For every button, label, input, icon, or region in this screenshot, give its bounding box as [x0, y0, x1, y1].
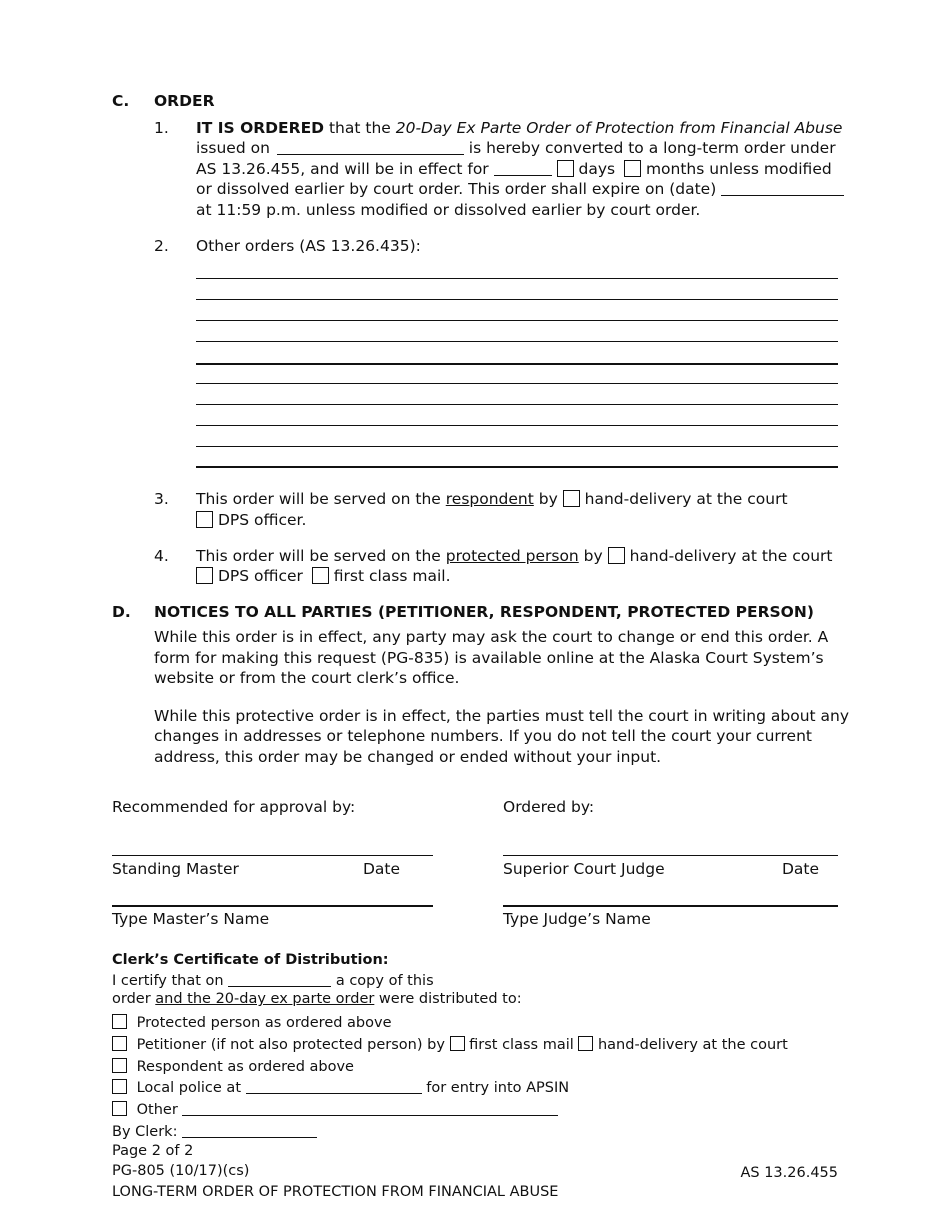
clerk-police-checkbox[interactable]	[112, 1079, 127, 1094]
section-d-letter: D.	[112, 603, 131, 621]
item3-text-b: by	[533, 490, 558, 508]
other-orders-line[interactable]	[196, 299, 838, 300]
other-orders-line[interactable]	[196, 446, 838, 447]
item1-line1	[196, 118, 842, 139]
notice-para1-line3: website or from the court clerk’s office.	[154, 669, 460, 687]
item3-line2	[196, 510, 306, 531]
item4-line2	[196, 566, 451, 587]
clerk-petitioner-hand-checkbox[interactable]	[578, 1036, 593, 1051]
judge-date-label: Date	[782, 860, 820, 878]
certify-b: a copy of this	[335, 973, 434, 989]
clerk-petitioner-checkbox[interactable]	[112, 1036, 127, 1051]
form-number: PG-805 (10/17)(cs)	[112, 1163, 250, 1179]
clerk-petitioner-label: Petitioner (if not also protected person) by	[136, 1037, 445, 1053]
judge-signature-line[interactable]	[503, 855, 838, 856]
clerk-petitioner-mail-checkbox[interactable]	[450, 1036, 465, 1051]
notice-para1-line1: While this order is in effect, any party may ask the court to change or end this order. A	[154, 628, 829, 646]
item3-number: 3.	[154, 490, 169, 508]
respondent-dps-checkbox[interactable]	[196, 511, 213, 528]
notice-para2-line2: changes in addresses or telephone numbers. If you do not tell the court your current	[154, 727, 812, 745]
type-judge-label: Type Judge’s Name	[503, 910, 651, 928]
item1-line2	[196, 138, 836, 159]
clerk-title: Clerk’s Certificate of Distribution:	[112, 952, 389, 968]
clerk-other-field[interactable]	[182, 1103, 558, 1116]
issued-on-label: issued on	[196, 139, 270, 157]
respondent-hand-delivery-label: hand-delivery at the court	[584, 490, 788, 508]
item4-text-a: This order will be served on the	[196, 547, 446, 565]
item2-number: 2.	[154, 237, 169, 255]
expire-text: or dissolved earlier by court order. This order shall expire on (date)	[196, 180, 717, 198]
by-clerk-label: By Clerk:	[112, 1124, 178, 1140]
order-a: order	[112, 991, 156, 1007]
protected-dps-checkbox[interactable]	[196, 567, 213, 584]
other-orders-line[interactable]	[196, 320, 838, 321]
footer-title: LONG-TERM ORDER OF PROTECTION FROM FINANCIAL ABUSE	[112, 1184, 559, 1200]
protected-person-underlined: protected person	[445, 547, 579, 565]
order-b: were distributed to:	[374, 991, 522, 1007]
clerk-respondent-checkbox[interactable]	[112, 1058, 127, 1073]
clerk-protected-row	[112, 1014, 392, 1033]
other-orders-line[interactable]	[196, 466, 838, 468]
item1-number: 1.	[154, 119, 169, 137]
other-orders-line[interactable]	[196, 278, 838, 279]
by-clerk-field[interactable]	[182, 1125, 317, 1138]
clerk-other-label: Other	[136, 1102, 178, 1118]
clerk-petitioner-hand-label: hand-delivery at the court	[597, 1037, 788, 1053]
other-orders-line[interactable]	[196, 341, 838, 342]
clerk-protected-checkbox[interactable]	[112, 1014, 127, 1029]
section-c-title: ORDER	[154, 92, 215, 110]
item4-line1	[196, 546, 832, 567]
item1-text1: that the	[324, 119, 396, 137]
days-label: days	[578, 160, 616, 178]
order-underlined: and the 20-day ex parte order	[155, 991, 375, 1007]
clerk-police-label: Local police at	[136, 1080, 242, 1096]
respondent-underlined: respondent	[445, 490, 534, 508]
item4-number: 4.	[154, 547, 169, 565]
judge-name-line[interactable]	[503, 905, 838, 907]
issued-on-field[interactable]	[277, 140, 464, 155]
other-orders-line[interactable]	[196, 404, 838, 405]
page-number: Page 2 of 2	[112, 1143, 194, 1159]
clerk-other-row	[112, 1101, 558, 1120]
section-d-title: NOTICES TO ALL PARTIES (PETITIONER, RESPONDENT, PROTECTED PERSON)	[154, 603, 814, 621]
clerk-respondent-row	[112, 1058, 354, 1077]
protected-hand-delivery-label: hand-delivery at the court	[629, 547, 833, 565]
clerk-police-row	[112, 1079, 569, 1098]
clerk-protected-label: Protected person as ordered above	[136, 1015, 392, 1031]
protected-dps-label: DPS officer	[217, 567, 303, 585]
recommended-label: Recommended for approval by:	[112, 798, 356, 816]
standing-master-label: Standing Master	[112, 860, 239, 878]
certify-line	[112, 972, 434, 991]
superior-judge-label: Superior Court Judge	[503, 860, 665, 878]
type-master-label: Type Master’s Name	[112, 910, 270, 928]
master-date-label: Date	[363, 860, 401, 878]
expire-date-field[interactable]	[721, 181, 844, 196]
clerk-petitioner-mail-label: first class mail	[469, 1037, 574, 1053]
protected-mail-checkbox[interactable]	[312, 567, 329, 584]
respondent-dps-label: DPS officer.	[217, 511, 307, 529]
notice-para2-line3: address, this order may be changed or ended without your input.	[154, 748, 662, 766]
master-signature-line[interactable]	[112, 855, 433, 856]
footer-statute: AS 13.26.455	[740, 1165, 838, 1181]
item1-line3	[196, 159, 832, 180]
certify-a: I certify that on	[112, 973, 224, 989]
notice-para1-line2: form for making this request (PG-835) is available online at the Alaska Court System’s	[154, 649, 824, 667]
item1-line5: at 11:59 p.m. unless modified or dissolved earlier by court order.	[196, 201, 701, 219]
protected-mail-label: first class mail.	[333, 567, 451, 585]
clerk-petitioner-row	[112, 1036, 788, 1055]
item1-line4	[196, 179, 844, 200]
clerk-apsin-label: for entry into APSIN	[426, 1080, 570, 1096]
effect-for-text: AS 13.26.455, and will be in effect for	[196, 160, 489, 178]
protected-hand-delivery-checkbox[interactable]	[608, 547, 625, 564]
by-clerk-row	[112, 1123, 317, 1142]
order-distributed-line	[112, 990, 522, 1009]
notice-para2-line1: While this protective order is in effect, the parties must tell the court in writing about any	[154, 707, 850, 725]
months-checkbox[interactable]	[624, 160, 641, 177]
section-c-letter: C.	[112, 92, 130, 110]
item3-text-a: This order will be served on the	[196, 490, 446, 508]
item2-text: Other orders (AS 13.26.435):	[196, 237, 421, 255]
item4-text-b: by	[578, 547, 603, 565]
it-is-ordered: IT IS ORDERED	[196, 119, 325, 137]
days-checkbox[interactable]	[557, 160, 574, 177]
ex-parte-order-title: 20-Day Ex Parte Order of Protection from Financial Abuse	[395, 119, 843, 137]
duration-field[interactable]	[494, 161, 552, 176]
clerk-police-field[interactable]	[246, 1081, 422, 1094]
clerk-respondent-label: Respondent as ordered above	[136, 1059, 354, 1075]
converted-text: is hereby converted to a long-term order under	[468, 139, 836, 157]
other-orders-line[interactable]	[196, 363, 838, 365]
master-name-line[interactable]	[112, 905, 433, 907]
months-label: months unless modified	[645, 160, 832, 178]
ordered-by-label: Ordered by:	[503, 798, 595, 816]
item3-line1	[196, 489, 788, 510]
clerk-other-checkbox[interactable]	[112, 1101, 127, 1116]
other-orders-line[interactable]	[196, 383, 838, 384]
other-orders-line[interactable]	[196, 425, 838, 426]
respondent-hand-delivery-checkbox[interactable]	[563, 490, 580, 507]
certify-date-field[interactable]	[228, 974, 331, 987]
